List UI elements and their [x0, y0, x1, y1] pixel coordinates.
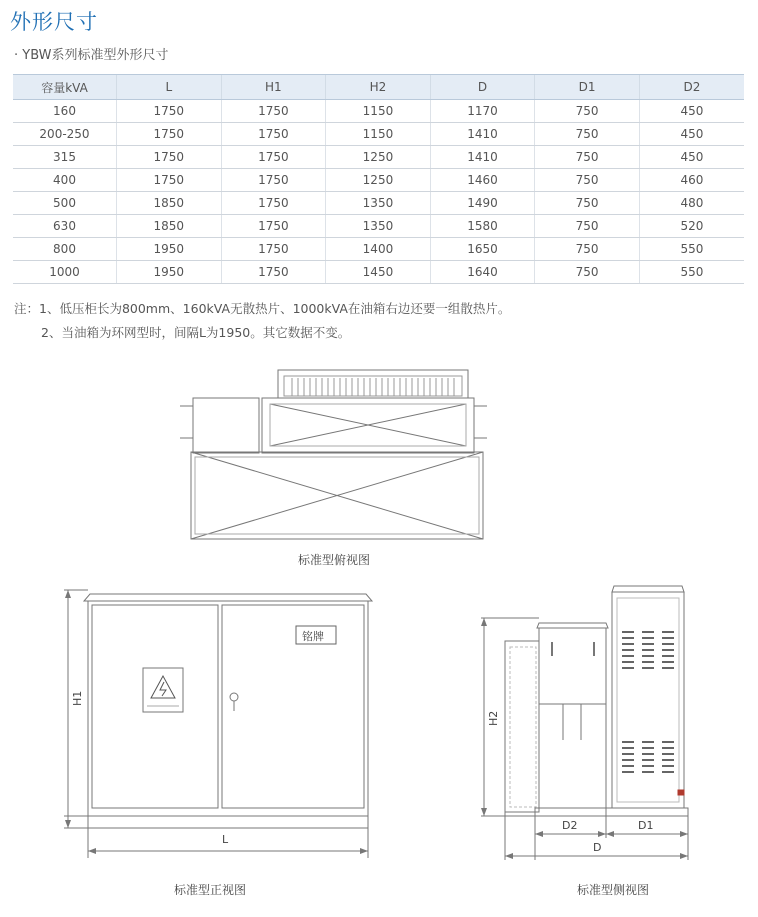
side-view-caption: 标准型侧视图 — [577, 883, 650, 897]
table-cell: 1750 — [117, 146, 222, 169]
table-cell: 750 — [535, 169, 640, 192]
table-cell: 1950 — [117, 238, 222, 261]
header-l: L — [117, 75, 222, 100]
header-d: D — [430, 75, 535, 100]
table-cell: 750 — [535, 146, 640, 169]
table-cell: 750 — [535, 192, 640, 215]
table-cell: 1000 — [13, 261, 117, 284]
table-cell: 1750 — [221, 238, 326, 261]
table-cell: 550 — [639, 238, 744, 261]
table-cell: 1450 — [326, 261, 431, 284]
table-cell: 1410 — [430, 123, 535, 146]
front-view-caption: 标准型正视图 — [174, 883, 247, 897]
table-cell: 1750 — [117, 169, 222, 192]
front-view-drawing — [64, 590, 372, 858]
dim-h1-label: H1 — [71, 690, 84, 706]
table-cell: 1250 — [326, 146, 431, 169]
dim-d1-label: D1 — [638, 819, 654, 832]
table-cell: 1850 — [117, 215, 222, 238]
table-cell: 750 — [535, 215, 640, 238]
table-cell: 1650 — [430, 238, 535, 261]
table-cell: 1580 — [430, 215, 535, 238]
table-cell: 1850 — [117, 192, 222, 215]
table-cell: 750 — [535, 261, 640, 284]
table-cell: 1950 — [117, 261, 222, 284]
table-cell: 1750 — [117, 100, 222, 123]
table-cell: 450 — [639, 123, 744, 146]
header-capacity: 容量kVA — [13, 75, 117, 100]
side-view-drawing — [481, 586, 688, 860]
table-cell: 1150 — [326, 123, 431, 146]
table-cell: 1250 — [326, 169, 431, 192]
table-cell: 480 — [639, 192, 744, 215]
table-subtitle: · YBW系列标准型外形尺寸 — [14, 48, 169, 63]
table-cell: 160 — [13, 100, 117, 123]
table-cell: 1750 — [117, 123, 222, 146]
table-cell: 750 — [535, 123, 640, 146]
table-cell: 520 — [639, 215, 744, 238]
header-h2: H2 — [326, 75, 431, 100]
table-cell: 1490 — [430, 192, 535, 215]
table-cell: 450 — [639, 146, 744, 169]
header-d1: D1 — [535, 75, 640, 100]
nameplate-label: 铭牌 — [302, 630, 324, 643]
table-cell: 1750 — [221, 123, 326, 146]
table-cell: 500 — [13, 192, 117, 215]
note-line-2: 2、当油箱为环网型时，间隔L为1950。其它数据不变。 — [41, 325, 351, 340]
table-cell: 200-250 — [13, 123, 117, 146]
table-cell: 1350 — [326, 192, 431, 215]
table-cell: 1410 — [430, 146, 535, 169]
table-cell: 1350 — [326, 215, 431, 238]
table-cell: 800 — [13, 238, 117, 261]
table-cell: 1750 — [221, 100, 326, 123]
table-cell: 450 — [639, 100, 744, 123]
table-cell: 1750 — [221, 169, 326, 192]
table-cell: 1750 — [221, 192, 326, 215]
page-title: 外形尺寸 — [10, 10, 98, 34]
dim-d2-label: D2 — [562, 819, 578, 832]
dim-d-label: D — [593, 841, 602, 854]
table-cell: 750 — [535, 100, 640, 123]
header-h1: H1 — [221, 75, 326, 100]
table-cell: 1460 — [430, 169, 535, 192]
header-d2: D2 — [639, 75, 744, 100]
table-cell: 1400 — [326, 238, 431, 261]
table-cell: 1170 — [430, 100, 535, 123]
table-cell: 1640 — [430, 261, 535, 284]
table-cell: 1750 — [221, 261, 326, 284]
table-cell: 1750 — [221, 146, 326, 169]
table-cell: 315 — [13, 146, 117, 169]
table-cell: 460 — [639, 169, 744, 192]
table-cell: 750 — [535, 238, 640, 261]
dim-h2-label: H2 — [487, 710, 500, 726]
top-view-caption: 标准型俯视图 — [298, 553, 371, 567]
table-cell: 1150 — [326, 100, 431, 123]
top-view-drawing — [180, 370, 487, 539]
note-line-1: 注：1、低压柜长为800mm、160kVA无散热片、1000kVA在油箱右边还要一组散热片。 — [14, 301, 511, 316]
table-cell: 1750 — [221, 215, 326, 238]
table-cell: 550 — [639, 261, 744, 284]
dim-l-label: L — [222, 833, 229, 846]
table-cell: 630 — [13, 215, 117, 238]
table-cell: 400 — [13, 169, 117, 192]
